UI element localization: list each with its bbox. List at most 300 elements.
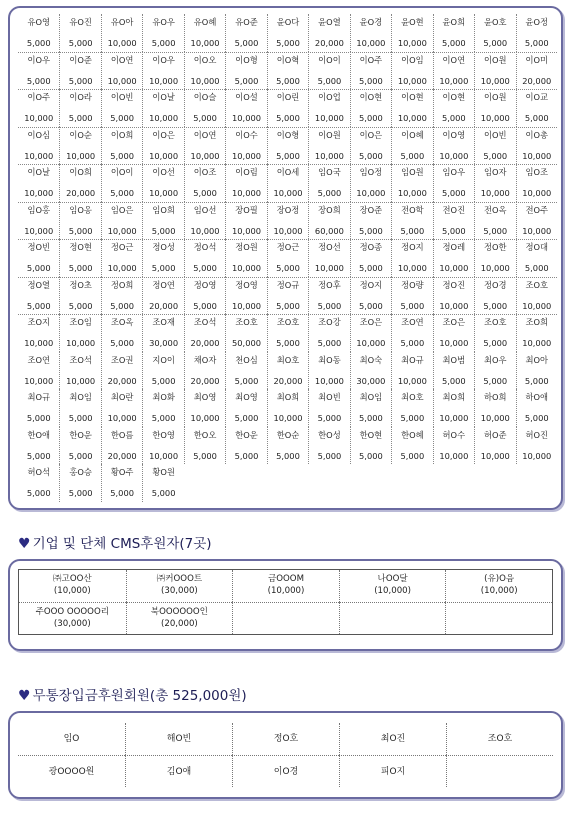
donor-name: 이O형 xyxy=(276,129,300,140)
donor-cell xyxy=(267,202,308,240)
donor-amount: 5,000 xyxy=(151,38,176,48)
donor-name: 임O원 xyxy=(401,167,424,177)
donor-amount: 5,000 xyxy=(234,38,259,48)
donor-name: 최O호 xyxy=(401,392,424,402)
donor-cell xyxy=(267,389,308,427)
donor-cell xyxy=(267,314,308,352)
donor-cell xyxy=(433,164,474,202)
donor-amount: 5,000 xyxy=(400,225,425,236)
donor-cell xyxy=(433,14,474,52)
donor-amount: 10,000 xyxy=(190,38,220,48)
donor-cell xyxy=(391,389,432,427)
row-divider xyxy=(18,239,557,240)
donor-cell xyxy=(142,352,183,390)
donor-cell xyxy=(308,14,349,52)
donor-cell xyxy=(267,239,308,277)
donor-amount: 20,000 xyxy=(190,338,220,348)
donor-cell xyxy=(18,52,59,90)
donor-amount: 10,000 xyxy=(149,150,179,161)
donor-amount: 5,000 xyxy=(234,75,259,86)
donor-name: 이O빈 xyxy=(484,129,507,140)
donor-cell xyxy=(516,89,557,127)
donor-name: 이O교 xyxy=(525,92,549,102)
donor-amount: 10,000 xyxy=(439,300,469,311)
donor-amount: 5,000 xyxy=(483,225,508,236)
donor-amount: 5,000 xyxy=(193,263,217,273)
donor-cell xyxy=(225,14,266,52)
donor-name: 정O진 xyxy=(442,279,466,290)
donor-name: 이O설 xyxy=(235,92,258,102)
donor-cell xyxy=(433,352,474,390)
corp-donor-name: 북OOOOOO인 xyxy=(150,607,208,617)
donor-name: 이O오 xyxy=(193,54,217,65)
donor-cell xyxy=(433,202,474,240)
donor-name: 조O희 xyxy=(525,317,549,327)
donor-amount: 5,000 xyxy=(441,38,466,48)
donor-amount: 20,000 xyxy=(149,300,179,311)
donor-cell xyxy=(225,52,266,90)
bank-transfer-cell xyxy=(446,755,553,787)
donor-cell xyxy=(267,352,308,390)
donor-amount: 10,000 xyxy=(439,150,469,161)
donor-name: 윤O다 xyxy=(276,17,300,27)
corp-donor-amount: (30,000) xyxy=(161,586,198,596)
donor-cell xyxy=(18,277,59,315)
donor-cell xyxy=(474,52,515,90)
donor-cell xyxy=(391,239,432,277)
donor-amount: 5,000 xyxy=(193,450,217,461)
donor-amount: 5,000 xyxy=(68,113,93,123)
donor-cell xyxy=(18,239,59,277)
donor-cell xyxy=(184,89,225,127)
donor-amount: 5,000 xyxy=(359,450,383,461)
donor-cell xyxy=(18,352,59,390)
donor-amount: 5,000 xyxy=(400,413,425,423)
donor-amount: 20,000 xyxy=(107,375,137,386)
donor-name: 임O희 xyxy=(152,204,175,215)
donor-name: 정O영 xyxy=(235,279,258,290)
donor-name: 이O빈 xyxy=(110,92,134,102)
bank-transfer-cell: 광OOOO원 xyxy=(18,755,125,787)
donor-amount: 5,000 xyxy=(110,488,135,498)
donor-cell xyxy=(18,389,59,427)
donor-cell xyxy=(225,314,266,352)
donor-name: 유O우 xyxy=(152,17,175,27)
donor-amount: 5,000 xyxy=(317,450,342,461)
donor-name: 이O원 xyxy=(318,129,341,140)
donor-cell xyxy=(474,314,515,352)
corp-donor-amount: (10,000) xyxy=(480,586,518,596)
corp-donor-name: (유)O음 xyxy=(484,574,515,584)
donor-amount: 5,000 xyxy=(276,75,300,86)
donor-name: 조O은 xyxy=(442,317,466,327)
donor-amount: 10,000 xyxy=(314,263,344,273)
donor-amount: 10,000 xyxy=(480,188,510,198)
donor-cell xyxy=(267,89,308,127)
donor-name: 정O열 xyxy=(27,279,50,290)
donor-name: 최O영 xyxy=(193,392,217,402)
donor-cell xyxy=(142,277,183,315)
donor-amount: 10,000 xyxy=(397,38,427,48)
corp-donor-name: 금OOOM xyxy=(267,574,304,584)
donor-name: 유O영 xyxy=(27,17,50,27)
donor-cell xyxy=(101,14,142,52)
donor-name: 한O오 xyxy=(193,429,217,440)
donor-amount: 5,000 xyxy=(483,150,508,161)
donor-cell xyxy=(516,389,557,427)
donor-amount: 50,000 xyxy=(232,338,262,348)
donor-amount: 5,000 xyxy=(441,225,466,236)
corp-donor-cell xyxy=(445,602,552,634)
donor-name: 윤O호 xyxy=(484,17,507,27)
heart-icon: ♥ xyxy=(18,536,31,552)
donor-name: 임O홍 xyxy=(27,204,50,215)
donor-amount: 5,000 xyxy=(359,225,383,236)
donor-name: 이O원 xyxy=(484,92,507,102)
donor-cell xyxy=(184,14,225,52)
donor-amount: 10,000 xyxy=(522,225,552,236)
donor-name: 정O연 xyxy=(152,279,175,290)
donor-name: 장O정 xyxy=(276,204,300,215)
donor-cell xyxy=(184,389,225,427)
donor-name: 최O숙 xyxy=(359,354,383,365)
donor-cell xyxy=(267,127,308,165)
donor-cell xyxy=(350,14,391,52)
donor-name: 최O호 xyxy=(276,354,300,365)
donor-amount: 20,000 xyxy=(273,375,303,386)
donor-cell xyxy=(308,277,349,315)
donor-cell xyxy=(101,464,142,502)
donor-name: 허O진 xyxy=(525,429,549,440)
donor-name: 조O연 xyxy=(401,317,424,327)
donor-name: 이O림 xyxy=(235,167,258,177)
donor-name: 최O화 xyxy=(152,392,175,402)
donor-cell xyxy=(350,427,391,465)
donor-cell xyxy=(308,164,349,202)
donor-cell xyxy=(433,314,474,352)
donor-cell xyxy=(474,164,515,202)
donor-amount: 20,000 xyxy=(522,75,552,86)
donor-cell xyxy=(516,14,557,52)
donor-name: 조O호 xyxy=(235,317,258,327)
corp-donor-cell xyxy=(19,602,126,634)
donor-name: 전O주 xyxy=(525,204,549,215)
donor-amount: 10,000 xyxy=(397,188,427,198)
donor-cell xyxy=(142,164,183,202)
donor-name: 정O종 xyxy=(359,242,383,252)
donor-name: 정O근 xyxy=(110,242,134,252)
donor-cell xyxy=(308,202,349,240)
donor-amount: 10,000 xyxy=(314,113,344,123)
donor-cell xyxy=(350,89,391,127)
donor-amount: 5,000 xyxy=(151,263,176,273)
donor-cell xyxy=(308,127,349,165)
row-divider xyxy=(18,127,557,128)
donor-cell xyxy=(267,164,308,202)
donor-amount: 5,000 xyxy=(276,150,300,161)
donor-amount: 5,000 xyxy=(483,38,508,48)
donor-name: 이O조 xyxy=(193,167,217,177)
donor-amount: 10,000 xyxy=(232,113,262,123)
donor-name: 최O아 xyxy=(525,354,549,365)
donor-amount: 5,000 xyxy=(26,413,51,423)
donor-amount: 5,000 xyxy=(26,450,51,461)
donor-cell xyxy=(142,127,183,165)
donor-name: 최O임 xyxy=(69,392,92,402)
bank-transfer-panel xyxy=(8,711,563,799)
donor-amount: 5,000 xyxy=(400,450,425,461)
donor-name: 장O필 xyxy=(235,204,258,215)
donor-name: 이O형 xyxy=(235,54,258,65)
donor-cell xyxy=(433,389,474,427)
donor-name: 최O희 xyxy=(276,392,300,402)
donor-name: 이O영 xyxy=(442,129,466,140)
bank-transfer-cell: 최O진 xyxy=(339,723,446,755)
donor-cell xyxy=(433,239,474,277)
donor-amount: 10,000 xyxy=(107,225,137,236)
donor-amount: 10,000 xyxy=(232,188,262,198)
donor-cell xyxy=(391,352,432,390)
donor-list-panel xyxy=(8,6,563,510)
donor-amount: 20,000 xyxy=(107,450,137,461)
donor-name: 이O라 xyxy=(69,92,92,102)
donor-cell xyxy=(142,464,183,502)
donor-name: 한O혜 xyxy=(401,429,424,440)
donor-name: 이O린 xyxy=(276,92,300,102)
donor-amount: 5,000 xyxy=(359,113,383,123)
donor-amount: 10,000 xyxy=(190,225,220,236)
donor-name: 전O학 xyxy=(401,204,424,215)
donor-cell xyxy=(18,464,59,502)
donor-cell xyxy=(267,427,308,465)
donor-amount: 10,000 xyxy=(149,75,179,86)
donor-amount: 5,000 xyxy=(193,113,217,123)
donor-amount: 5,000 xyxy=(68,225,93,236)
donor-amount: 10,000 xyxy=(439,338,469,348)
donor-cell xyxy=(308,314,349,352)
donor-cell xyxy=(101,127,142,165)
donor-amount: 5,000 xyxy=(276,38,300,48)
donor-amount: 30,000 xyxy=(149,338,179,348)
donor-name: 한O운 xyxy=(235,429,258,440)
corp-donor-panel xyxy=(8,559,563,651)
donor-cell xyxy=(267,277,308,315)
donor-amount: 10,000 xyxy=(107,263,137,273)
corp-donor-cell xyxy=(232,570,339,602)
donor-name: 최O규 xyxy=(401,354,424,365)
donor-name: 조O연 xyxy=(27,354,50,365)
donor-amount: 10,000 xyxy=(397,75,427,86)
donor-name: 이O주 xyxy=(359,54,383,65)
donor-amount: 10,000 xyxy=(439,450,469,461)
donor-cell xyxy=(59,52,100,90)
donor-name: 이O이 xyxy=(110,167,134,177)
donor-amount: 10,000 xyxy=(522,300,552,311)
donor-cell xyxy=(516,314,557,352)
corp-donor-cell xyxy=(126,602,233,634)
donor-amount: 10,000 xyxy=(24,375,54,386)
donor-amount: 10,000 xyxy=(190,150,220,161)
corp-donor-amount: (30,000) xyxy=(53,619,91,629)
donor-cell xyxy=(184,52,225,90)
heart-icon: ♥ xyxy=(18,688,31,704)
donor-amount: 5,000 xyxy=(26,488,51,498)
donor-amount: 10,000 xyxy=(66,375,96,386)
donor-name: 이O연 xyxy=(193,129,217,140)
row-divider xyxy=(18,89,557,90)
donor-amount: 5,000 xyxy=(26,75,51,86)
donor-cell xyxy=(18,127,59,165)
donor-name: 임O우 xyxy=(442,167,466,177)
donor-amount: 5,000 xyxy=(400,150,425,161)
donor-name: 윤O희 xyxy=(442,17,466,27)
corp-donor-name: 주OOO OOOOO리 xyxy=(35,607,110,617)
donor-name: 최O범 xyxy=(442,354,466,365)
donor-cell xyxy=(516,202,557,240)
donor-cell xyxy=(516,52,557,90)
donor-name: 이O주 xyxy=(27,92,50,102)
donor-cell xyxy=(433,427,474,465)
donor-name: 이O임 xyxy=(401,54,424,65)
donor-amount: 5,000 xyxy=(26,300,51,311)
donor-cell xyxy=(225,352,266,390)
corp-donor-amount: (10,000) xyxy=(53,586,91,596)
donor-cell xyxy=(391,277,432,315)
donor-amount: 10,000 xyxy=(24,113,54,123)
donor-cell xyxy=(350,239,391,277)
donor-name: 이O수 xyxy=(235,129,258,140)
donor-cell xyxy=(308,239,349,277)
donor-cell xyxy=(59,277,100,315)
donor-amount: 5,000 xyxy=(151,488,176,498)
donor-name: 최O빈 xyxy=(318,392,341,402)
donor-cell xyxy=(350,52,391,90)
donor-amount: 5,000 xyxy=(68,75,93,86)
corp-donor-heading: ♥ 기업 및 단체 CMS후원자(7곳) xyxy=(18,536,212,552)
corp-donor-name: ㈜고OO산 xyxy=(52,574,92,584)
donor-cell xyxy=(225,389,266,427)
donor-name: 조O석 xyxy=(193,317,217,327)
donor-amount: 10,000 xyxy=(439,75,469,86)
donor-name: 윤O현 xyxy=(401,17,424,27)
donor-name: 장O희 xyxy=(318,204,341,215)
donor-cell xyxy=(101,427,142,465)
donor-cell xyxy=(184,164,225,202)
donor-name: 이O심 xyxy=(27,129,50,140)
donor-cell xyxy=(18,89,59,127)
donor-cell xyxy=(59,202,100,240)
donor-amount: 10,000 xyxy=(232,225,262,236)
donor-cell xyxy=(184,352,225,390)
donor-name: 정O대 xyxy=(525,242,549,252)
donor-amount: 5,000 xyxy=(68,450,93,461)
donor-name: 정O후 xyxy=(318,279,341,290)
donor-amount: 10,000 xyxy=(24,150,54,161)
donor-cell xyxy=(391,314,432,352)
donor-amount: 10,000 xyxy=(273,225,303,236)
corp-donor-cell xyxy=(445,570,552,602)
donor-amount: 10,000 xyxy=(24,188,54,198)
donor-amount: 5,000 xyxy=(483,300,508,311)
donor-cell xyxy=(101,89,142,127)
row-divider xyxy=(18,52,557,53)
donor-cell xyxy=(474,352,515,390)
donor-amount: 5,000 xyxy=(359,300,383,311)
donor-cell xyxy=(350,277,391,315)
donor-amount: 10,000 xyxy=(232,150,262,161)
donor-amount: 5,000 xyxy=(317,75,342,86)
donor-amount: 5,000 xyxy=(441,113,466,123)
corp-donor-name: ㈜커OOO트 xyxy=(156,574,203,584)
donor-cell xyxy=(516,164,557,202)
donor-name: 이O현 xyxy=(442,92,466,102)
donor-name: 조O재 xyxy=(152,317,175,327)
donor-name: 조O강 xyxy=(318,317,341,327)
donor-cell xyxy=(142,52,183,90)
donor-cell xyxy=(391,202,432,240)
donor-name: 하O희 xyxy=(484,392,507,402)
donor-amount: 5,000 xyxy=(110,150,135,161)
donor-name: 이O날 xyxy=(27,167,50,177)
donor-name: 정O지 xyxy=(401,242,424,252)
donor-cell xyxy=(516,352,557,390)
donor-cell xyxy=(350,202,391,240)
donor-name: 정O근 xyxy=(276,242,300,252)
donor-amount: 10,000 xyxy=(66,338,96,348)
donor-name: 허O석 xyxy=(27,467,50,477)
donor-amount: 5,000 xyxy=(483,338,508,348)
donor-amount: 5,000 xyxy=(317,300,342,311)
donor-name: 이O우 xyxy=(152,54,175,65)
donor-amount: 5,000 xyxy=(234,413,259,423)
donor-amount: 10,000 xyxy=(397,113,427,123)
donor-name: 한O현 xyxy=(359,429,383,440)
donor-cell xyxy=(391,52,432,90)
donor-name: 이O순 xyxy=(69,129,92,140)
donor-name: 하O애 xyxy=(525,392,549,402)
donor-amount: 5,000 xyxy=(400,300,425,311)
donor-amount: 10,000 xyxy=(232,300,262,311)
donor-name: 정O규 xyxy=(276,279,300,290)
corp-donor-amount: (20,000) xyxy=(161,619,198,629)
donor-cell xyxy=(433,277,474,315)
donor-cell xyxy=(391,14,432,52)
donor-cell xyxy=(308,389,349,427)
donor-amount: 5,000 xyxy=(524,113,549,123)
donor-cell xyxy=(142,89,183,127)
donor-cell xyxy=(308,352,349,390)
corp-donor-cell xyxy=(126,570,233,602)
bank-transfer-cell: 해O빈 xyxy=(125,723,232,755)
donor-cell xyxy=(18,427,59,465)
donor-name: 한O름 xyxy=(110,429,134,440)
donor-name: 황O원 xyxy=(152,467,175,477)
donor-amount: 10,000 xyxy=(107,38,137,48)
donor-name: 유O진 xyxy=(69,17,92,27)
donor-cell xyxy=(18,202,59,240)
donor-amount: 10,000 xyxy=(356,38,386,48)
donor-name: 임O조 xyxy=(525,167,549,177)
donor-cell xyxy=(474,14,515,52)
donor-amount: 10,000 xyxy=(107,413,137,423)
donor-name: 임O국 xyxy=(318,167,341,177)
donor-name: 임O선 xyxy=(193,204,217,215)
donor-amount: 5,000 xyxy=(317,188,342,198)
donor-cell xyxy=(101,202,142,240)
donor-amount: 5,000 xyxy=(441,188,466,198)
donor-name: 윤O경 xyxy=(359,17,383,27)
donor-name: 임O자 xyxy=(484,167,507,177)
